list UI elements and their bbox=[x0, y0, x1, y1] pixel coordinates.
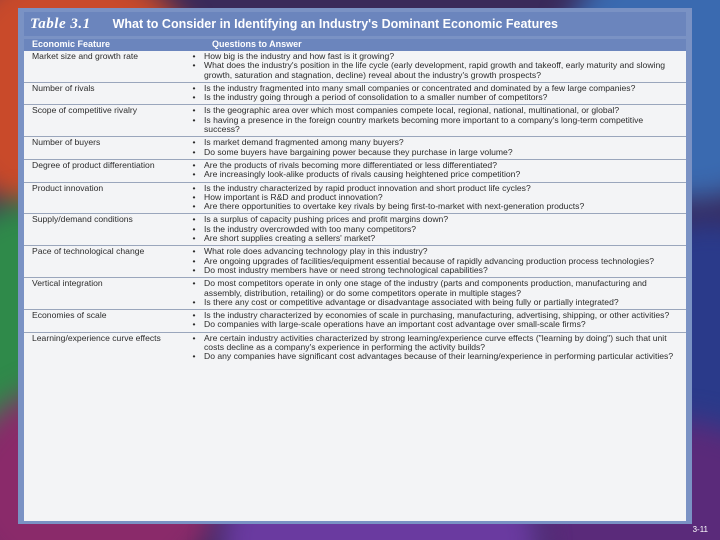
question-text: Is the industry fragmented into many small companies or concentrated and dominated by a few large companies? bbox=[204, 82, 636, 93]
questions-cell bbox=[184, 311, 686, 330]
question-text: Do any companies have significant cost advantages because of their learning/experience in performing particular activities? bbox=[204, 351, 674, 362]
bullet-icon: • bbox=[192, 60, 196, 71]
table-row bbox=[24, 277, 686, 309]
economic-feature-cell: Learning/experience curve effects bbox=[32, 332, 161, 343]
bullet-icon: • bbox=[192, 255, 196, 266]
economic-feature-cell: Number of rivals bbox=[32, 82, 95, 93]
question-text: Are ongoing upgrades of facilities/equipment essential because of rapidly advancing production process technologies? bbox=[204, 255, 655, 266]
economic-feature-cell: Product innovation bbox=[32, 182, 104, 193]
question-text: What does the industry's position in the life cycle (early development, rapid growth and takeoff, early maturity and slowing growth, saturation and stagnation, decline) reveal about the industry's growth prospects? bbox=[204, 60, 666, 80]
bullet-icon: • bbox=[192, 246, 196, 257]
header-economic-feature: Economic Feature bbox=[32, 39, 111, 50]
question-text: How important is R&D and product innovation? bbox=[204, 191, 383, 202]
table-title: What to Consider in Identifying an Industry's Dominant Economic Features bbox=[112, 17, 558, 31]
header-questions: Questions to Answer bbox=[212, 39, 302, 50]
bullet-icon: • bbox=[192, 159, 196, 170]
bullet-icon: • bbox=[192, 92, 196, 103]
question-text: Is there any cost or competitive advantage or disadvantage associated with being fully or partially integrated? bbox=[204, 296, 619, 307]
questions-cell bbox=[184, 247, 686, 275]
question-text: Are there opportunities to overtake key rivals by being first-to-market with next-generation products? bbox=[204, 201, 585, 212]
question-text: Do most industry members have or need strong technological capabilities? bbox=[204, 264, 488, 275]
question-text: Are short supplies creating a sellers' market? bbox=[204, 233, 376, 244]
bullet-icon: • bbox=[192, 182, 196, 193]
economic-feature-cell: Scope of competitive rivalry bbox=[32, 105, 138, 116]
question-item bbox=[184, 298, 676, 307]
question-item bbox=[184, 202, 676, 211]
question-text: Is the geographic area over which most companies compete local, regional, national, multinational, or global? bbox=[204, 105, 620, 116]
table-row bbox=[24, 159, 686, 182]
question-text: How big is the industry and how fast is it growing? bbox=[204, 51, 395, 61]
question-text: What role does advancing technology play in this industry? bbox=[204, 246, 428, 257]
question-text: Are certain industry activities characterized by strong learning/experience curve effects ("learning by doing") such that unit costs decline as a company's experience in performing the activity builds? bbox=[204, 332, 667, 353]
bullet-icon: • bbox=[192, 264, 196, 275]
page-number: 3-11 bbox=[692, 525, 708, 534]
bullet-icon: • bbox=[192, 169, 196, 180]
question-text: Is market demand fragmented among many buyers? bbox=[204, 137, 404, 148]
question-item bbox=[184, 148, 676, 157]
bullet-icon: • bbox=[192, 310, 196, 321]
table-row bbox=[24, 182, 686, 214]
bullet-icon: • bbox=[192, 146, 196, 157]
table-label: Table 3.1 bbox=[30, 15, 91, 32]
economic-feature-cell: Degree of product differentiation bbox=[32, 159, 155, 170]
economic-feature-cell: Number of buyers bbox=[32, 137, 101, 148]
question-text: Is a surplus of capacity pushing prices and profit margins down? bbox=[204, 214, 449, 225]
table-row bbox=[24, 136, 686, 159]
table-row bbox=[24, 213, 686, 245]
table-title-bar bbox=[24, 12, 686, 36]
question-text: Is having a presence in the foreign country markets becoming more important to a company's long-term competitive success? bbox=[204, 114, 644, 135]
economic-feature-cell: Pace of technological change bbox=[32, 246, 145, 257]
bullet-icon: • bbox=[192, 351, 196, 362]
bullet-icon: • bbox=[192, 105, 196, 116]
economic-feature-cell: Vertical integration bbox=[32, 278, 103, 289]
questions-cell bbox=[184, 52, 686, 80]
table-row bbox=[24, 51, 686, 82]
question-text: Is the industry overcrowded with too many competitors? bbox=[204, 223, 417, 234]
bullet-icon: • bbox=[192, 233, 196, 244]
question-text: Do most competitors operate in only one stage of the industry (parts and components production, manufacturing and assembly, distribution, retailing) or do some competitors operate in multiple stages? bbox=[204, 278, 647, 298]
table-row bbox=[24, 82, 686, 105]
table-row bbox=[24, 104, 686, 136]
questions-cell bbox=[184, 184, 686, 212]
bullet-icon: • bbox=[192, 332, 196, 343]
question-item bbox=[184, 93, 676, 102]
question-text: Do companies with large-scale operations have an important cost advantage over small-scale firms? bbox=[204, 319, 586, 330]
question-item bbox=[184, 170, 676, 179]
question-item bbox=[184, 334, 676, 353]
bullet-icon: • bbox=[192, 319, 196, 330]
table-panel bbox=[18, 8, 692, 524]
table-body bbox=[24, 51, 686, 364]
questions-cell bbox=[184, 84, 686, 103]
bullet-icon: • bbox=[192, 191, 196, 202]
table-document bbox=[24, 39, 686, 521]
bullet-icon: • bbox=[192, 114, 196, 125]
table-row bbox=[24, 309, 686, 332]
table-row bbox=[24, 245, 686, 277]
bullet-icon: • bbox=[192, 82, 196, 93]
economic-feature-cell: Supply/demand conditions bbox=[32, 214, 133, 225]
table-header-row bbox=[24, 39, 686, 51]
questions-cell bbox=[184, 334, 686, 362]
question-text: Is the industry going through a period of consolidation to a smaller number of competitors? bbox=[204, 92, 548, 103]
bullet-icon: • bbox=[192, 278, 196, 289]
questions-cell bbox=[184, 215, 686, 243]
bullet-icon: • bbox=[192, 296, 196, 307]
questions-cell bbox=[184, 161, 686, 180]
table-row bbox=[24, 332, 686, 364]
question-item bbox=[184, 279, 676, 298]
question-text: Are increasingly look-alike products of rivals causing heightened price competition? bbox=[204, 169, 521, 180]
question-item bbox=[184, 116, 676, 135]
economic-feature-cell: Market size and growth rate bbox=[32, 51, 139, 61]
bullet-icon: • bbox=[192, 201, 196, 212]
bullet-icon: • bbox=[192, 51, 196, 61]
bullet-icon: • bbox=[192, 137, 196, 148]
question-item bbox=[184, 61, 676, 80]
bullet-icon: • bbox=[192, 223, 196, 234]
question-text: Do some buyers have bargaining power because they purchase in large volume? bbox=[204, 146, 513, 157]
question-item bbox=[184, 320, 676, 329]
questions-cell bbox=[184, 279, 686, 307]
question-item bbox=[184, 266, 676, 275]
question-item bbox=[184, 352, 676, 361]
economic-feature-cell: Economies of scale bbox=[32, 310, 107, 321]
question-text: Is the industry characterized by economies of scale in purchasing, manufacturing, advertising, shipping, or other activities? bbox=[204, 310, 670, 321]
questions-cell bbox=[184, 106, 686, 134]
questions-cell bbox=[184, 138, 686, 157]
bullet-icon: • bbox=[192, 214, 196, 225]
question-item bbox=[184, 234, 676, 243]
question-text: Are the products of rivals becoming more differentiated or less differentiated? bbox=[204, 159, 497, 170]
question-text: Is the industry characterized by rapid product innovation and short product life cycles? bbox=[204, 182, 531, 193]
